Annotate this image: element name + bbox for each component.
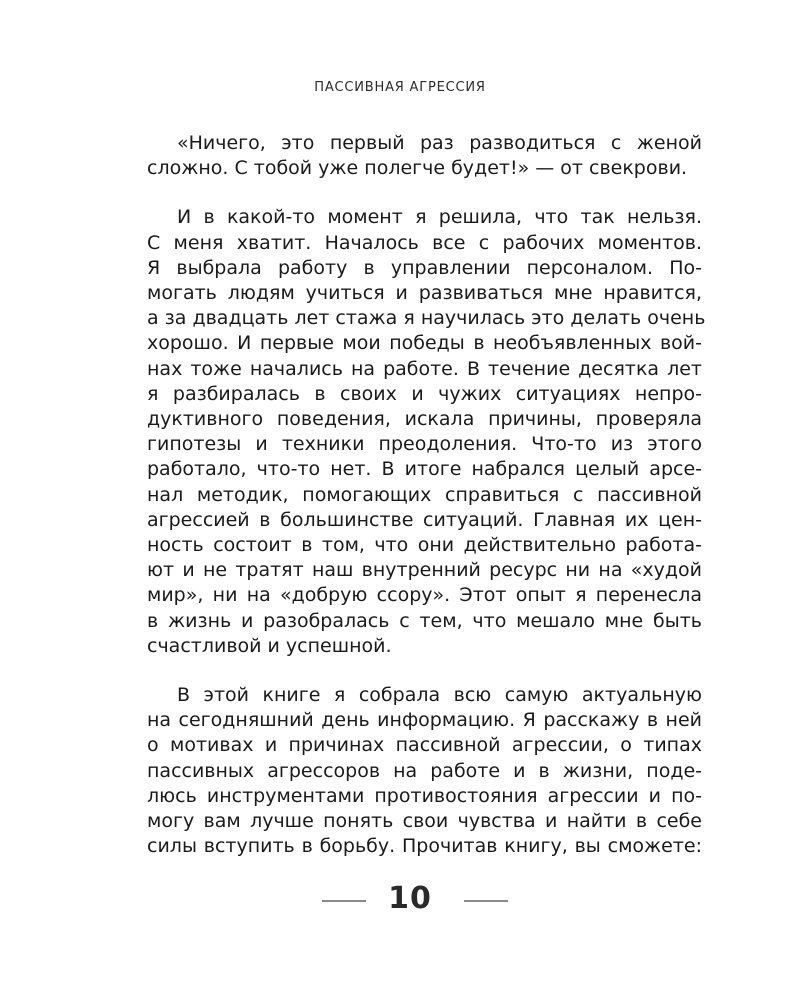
text-line: нал методик, помогающих справиться с пассивной <box>147 483 702 506</box>
paragraph-1 <box>147 131 702 181</box>
page-number-footer <box>0 881 800 921</box>
text-line: а за двадцать лет стажа я научилась это делать очень <box>147 307 706 330</box>
running-head: ПАССИВНАЯ АГРЕССИЯ <box>314 80 486 95</box>
paragraph-2 <box>147 205 706 659</box>
text-line: на сегодняшний день информацию. Я расскажу в ней <box>147 709 702 732</box>
text-line: о мотивах и причинах пассивной агрессии, о типах <box>147 734 702 757</box>
text-line: пассивных агрессоров на работе и в жизни, поде- <box>147 759 702 782</box>
text-line: мир», ни на «добрую ссору». Этот опыт я перенесла <box>147 584 702 607</box>
folio-rule-left <box>322 900 366 902</box>
text-line: сложно. С тобой уже полегче будет!» — от свекрови. <box>147 157 688 180</box>
text-line: я разбиралась в своих и чужих ситуациях непро- <box>147 382 702 405</box>
text-line: С меня хватит. Началось все с рабочих моментов. <box>147 231 702 254</box>
paragraph-3 <box>147 683 702 859</box>
text-line: нах тоже начались на работе. В течение десятка лет <box>147 357 702 380</box>
text-line: гипотезы и техники преодоления. Что-то из этого <box>147 433 702 456</box>
folio-rule-right <box>464 900 508 902</box>
text-line: «Ничего, это первый раз разводиться с женой <box>177 132 702 154</box>
text-line: могу вам лучше понять свои чувства и найти в себе <box>147 810 702 833</box>
text-line: могать людям учиться и развиваться мне нравится, <box>147 282 702 305</box>
text-line: В этой книге я собрала всю самую актуальную <box>177 684 702 707</box>
text-line: Я выбрала работу в управлении персоналом. По- <box>147 256 702 279</box>
text-line: дуктивного поведения, искала причины, проверяла <box>147 408 702 431</box>
text-line: силы вступить в борьбу. Прочитав книгу, вы сможете: <box>147 835 702 858</box>
text-line: ют и не тратят наш внутренний ресурс ни на «худой <box>147 559 702 582</box>
text-line: агрессией в большинстве ситуаций. Главная их цен- <box>147 508 702 531</box>
text-line: И в какой-то момент я решила, что так нельзя. <box>177 206 702 229</box>
text-line: работало, что-то нет. В итоге набрался целый арсе- <box>147 458 702 481</box>
text-line: ность состоит в том, что они действительно работа- <box>147 534 702 557</box>
text-line: в жизнь и разобралась с тем, что мешало мне быть <box>147 609 702 632</box>
page-number: 10 <box>388 881 432 916</box>
text-line: люсь инструментами противостояния агрессии и по- <box>147 784 702 807</box>
text-line: хорошо. И первые мои победы в необъявленных вой- <box>147 332 702 355</box>
text-line: счастливой и успешной. <box>147 634 392 657</box>
body-text <box>147 131 706 859</box>
